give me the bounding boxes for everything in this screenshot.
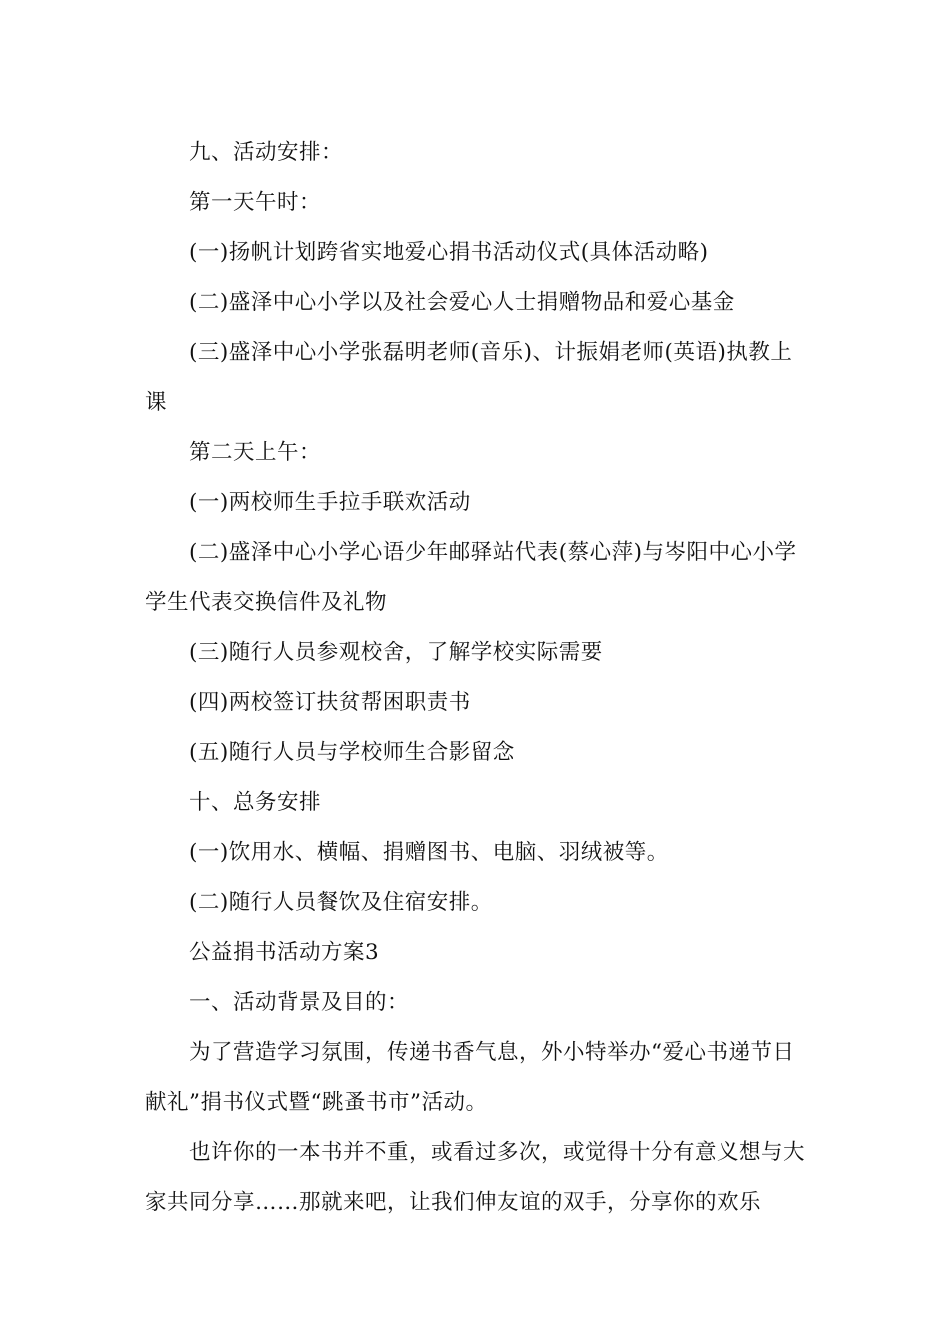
section-heading-activity-schedule: 九、活动安排： xyxy=(189,140,344,165)
general-affairs-item-1: (一)饮用水、横幅、捐赠图书、电脑、羽绒被等。 xyxy=(189,840,669,865)
document-body xyxy=(145,128,813,1228)
section-heading-background: 一、活动背景及目的： xyxy=(189,990,410,1015)
plan-3-title: 公益捐书活动方案3 xyxy=(189,940,380,965)
day-two-item-4: (四)两校签订扶贫帮困职责书 xyxy=(189,690,471,715)
general-affairs-item-2: (二)随行人员餐饮及住宿安排。 xyxy=(189,890,493,915)
day-one-item-1: (一)扬帆计划跨省实地爱心捐书活动仪式(具体活动略) xyxy=(189,240,709,265)
day-two-item-2: (二)盛泽中心小学心语少年邮驿站代表(蔡心萍)与岑阳中心小学学生代表交换信件及礼物 xyxy=(145,540,797,615)
day-two-item-1: (一)两校师生手拉手联欢活动 xyxy=(189,490,471,515)
day-two-item-5: (五)随行人员与学校师生合影留念 xyxy=(189,740,515,765)
day-one-heading: 第一天午时： xyxy=(189,190,322,215)
day-two-heading: 第二天上午： xyxy=(189,440,322,465)
day-one-item-3: (三)盛泽中心小学张磊明老师(音乐)、计振娟老师(英语)执教上课 xyxy=(145,340,793,415)
section-heading-general-affairs: 十、总务安排 xyxy=(189,790,322,815)
day-two-item-3: (三)随行人员参观校舍，了解学校实际需要 xyxy=(189,640,603,665)
background-paragraph-1: 为了营造学习氛围，传递书香气息，外小特举办“爱心书递节日献礼”捐书仪式暨“跳蚤书市”活动。 xyxy=(145,1040,795,1115)
day-one-item-2: (二)盛泽中心小学以及社会爱心人士捐赠物品和爱心基金 xyxy=(189,290,735,315)
background-paragraph-2: 也许你的一本书并不重，或看过多次，或觉得十分有意义想与大家共同分享……那就来吧，让我们伸友谊的双手，分享你的欢乐 xyxy=(145,1140,806,1215)
